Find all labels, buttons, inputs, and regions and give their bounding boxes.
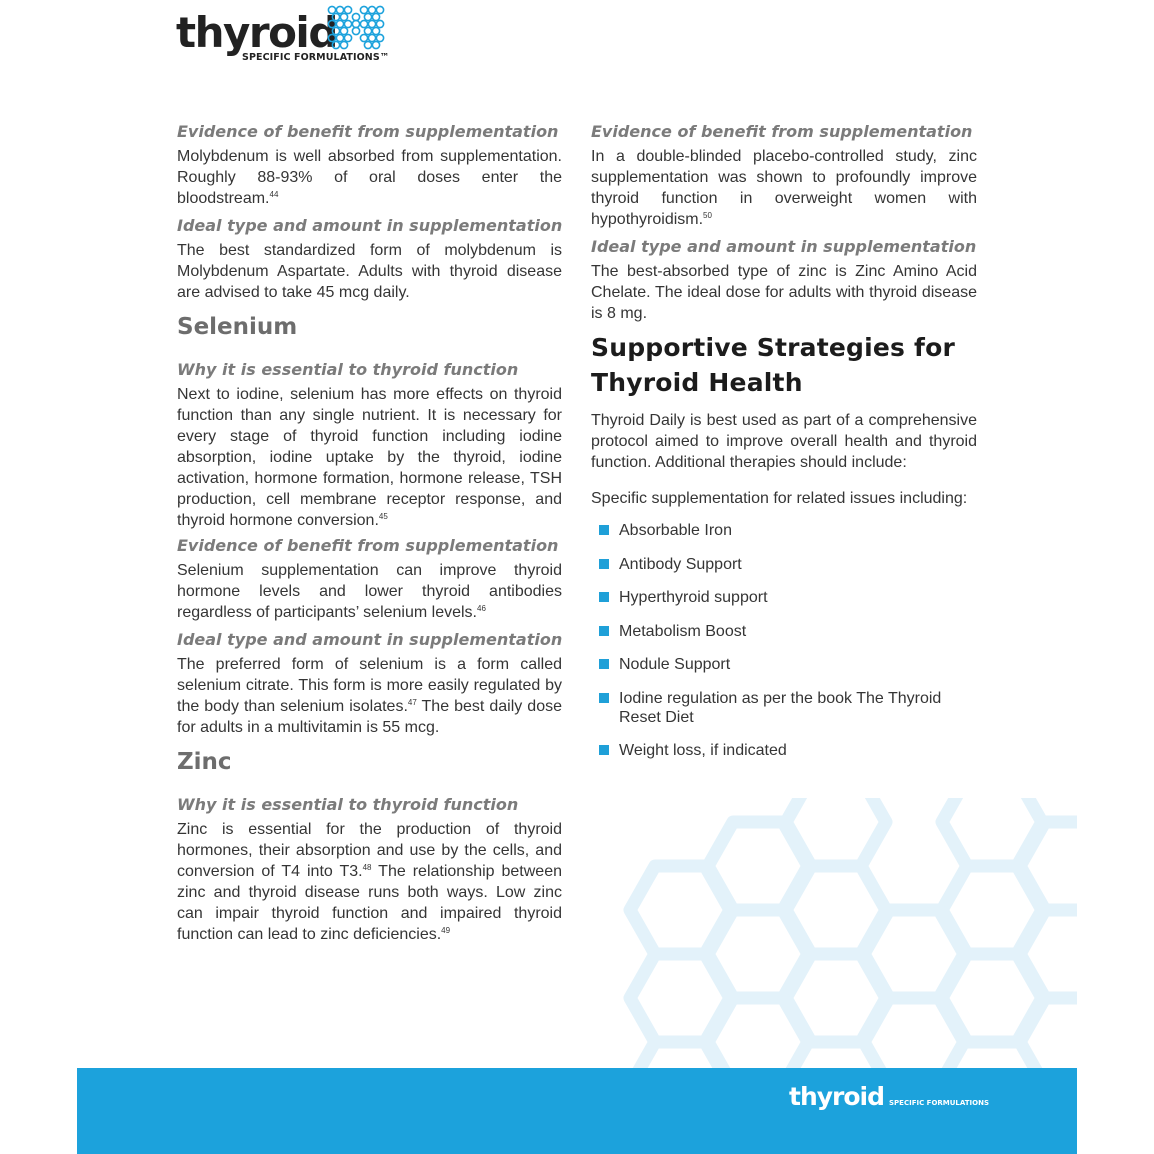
bullet-item xyxy=(591,741,977,760)
bullet-item xyxy=(591,555,977,574)
selenium-ideal-heading: Ideal type and amount in supplementation xyxy=(177,630,563,649)
footer-tagline: SPECIFIC FORMULATIONS xyxy=(889,1099,989,1107)
square-bullet-icon xyxy=(599,626,609,636)
specific-intro: Specific supplementation for related issues including: xyxy=(591,490,968,507)
right-column xyxy=(591,118,977,774)
bullet-label: Antibody Support xyxy=(619,555,742,573)
selenium-evidence-heading: Evidence of benefit from supplementation xyxy=(177,536,559,555)
bullet-item xyxy=(591,622,977,641)
molybdenum-evidence-text: Molybdenum is well absorbed from supplementation. Roughly 88-93% of oral doses enter the bloodstream.$^{44}$ xyxy=(177,148,562,207)
selenium-evidence-text: Selenium supplementation can improve thyroid hormone levels and lower thyroid antibodies regardless of participants’ selenium levels.$^{46}$ xyxy=(177,562,562,621)
hexagon-pattern-background xyxy=(600,798,1077,1068)
left-column xyxy=(177,118,562,945)
zinc-ideal-heading: Ideal type and amount in supplementation xyxy=(591,237,977,256)
ref-50: 50 xyxy=(703,211,712,220)
ref-47: 47 xyxy=(407,698,417,707)
logo-tagline: SPECIFIC FORMULATIONS™ xyxy=(242,52,390,63)
molybdenum-ideal-text: The best standardized form of molybdenum is Molybdenum Aspartate. Adults with thyroid disease are advised to take 45 mcg daily. xyxy=(177,242,562,301)
zinc-why-text: Zinc is essential for the production of thyroid hormones, their absorption and use by the cells, and conversion of T4 into T3.48 The relationship between zinc and thyroid disease runs both ways. Low zinc can impair thyroid function and impaired thyroid function can lead to zinc deficiencies.$^{49}$ xyxy=(177,821,562,943)
selenium-title: Selenium xyxy=(177,314,298,340)
bullet-item xyxy=(591,655,977,674)
bullet-label: Nodule Support xyxy=(619,656,731,673)
bullet-item xyxy=(591,689,977,727)
footer-wordmark: thyroid xyxy=(789,1082,885,1111)
square-bullet-icon xyxy=(599,693,609,703)
selenium-ideal-text: The preferred form of selenium is a form called selenium citrate. This form is more easily regulated by the body than selenium isolates.$^{47}$ The best daily dose for adults in a multivitamin is 55 mcg. xyxy=(177,656,562,736)
hexagon-logo-icon xyxy=(326,4,388,52)
strategies-title: Supportive Strategies for Thyroid Health xyxy=(591,333,956,397)
selenium-why-heading: Why it is essential to thyroid function xyxy=(177,360,519,379)
bullet-label: Hyperthyroid support xyxy=(619,589,768,606)
ref-45: 45 xyxy=(378,512,388,521)
zinc-title: Zinc xyxy=(177,749,232,775)
ref-49: 49 xyxy=(441,926,451,935)
footer-band xyxy=(77,1068,1077,1154)
bullet-item xyxy=(591,588,977,607)
ref-46: 46 xyxy=(477,604,486,613)
bullet-label: Weight loss, if indicated xyxy=(619,741,787,759)
bullet-label: Absorbable Iron xyxy=(619,522,732,539)
ref-48: 48 xyxy=(362,863,372,872)
molybdenum-ideal-heading: Ideal type and amount in supplementation xyxy=(177,216,563,235)
square-bullet-icon xyxy=(599,559,609,569)
header-logo xyxy=(176,4,391,66)
zinc-why-heading: Why it is essential to thyroid function xyxy=(177,795,519,814)
strategies-intro: Thyroid Daily is best used as part of a comprehensive protocol aimed to improve overall health and thyroid function. Additional therapies should include: xyxy=(591,412,977,471)
square-bullet-icon xyxy=(599,525,609,535)
zinc-evidence-heading: Evidence of benefit from supplementation xyxy=(591,122,973,141)
square-bullet-icon xyxy=(599,592,609,602)
zinc-evidence-text: In a double-blinded placebo-controlled study, zinc supplementation was shown to profoundly improve thyroid function in overweight women with hypothyroidism.$^{50}$ xyxy=(591,148,977,228)
zinc-ideal-text: The best-absorbed type of zinc is Zinc Amino Acid Chelate. The ideal dose for adults with thyroid disease is 8 mg. xyxy=(591,263,977,322)
logo-wordmark: thyroid xyxy=(176,8,337,57)
bullet-item xyxy=(591,521,977,540)
selenium-why-text: Next to iodine, selenium has more effects on thyroid function than any single nutrient. It is necessary for every stage of thyroid function including iodine absorption, iodine uptake by the thyroid, iodine activation, hormone formation, hormone release, TSH production, cell membrane receptor response, and thyroid hormone conversion.$^{45}$ xyxy=(177,386,562,529)
supplement-bullet-list xyxy=(591,521,977,760)
bullet-label: Iodine regulation as per the book The Thyroid Reset Diet xyxy=(619,689,942,726)
bullet-label: Metabolism Boost xyxy=(619,622,747,640)
ref-44: 44 xyxy=(269,190,279,199)
square-bullet-icon xyxy=(599,659,609,669)
molybdenum-evidence-heading: Evidence of benefit from supplementation xyxy=(177,122,559,141)
square-bullet-icon xyxy=(599,745,609,755)
